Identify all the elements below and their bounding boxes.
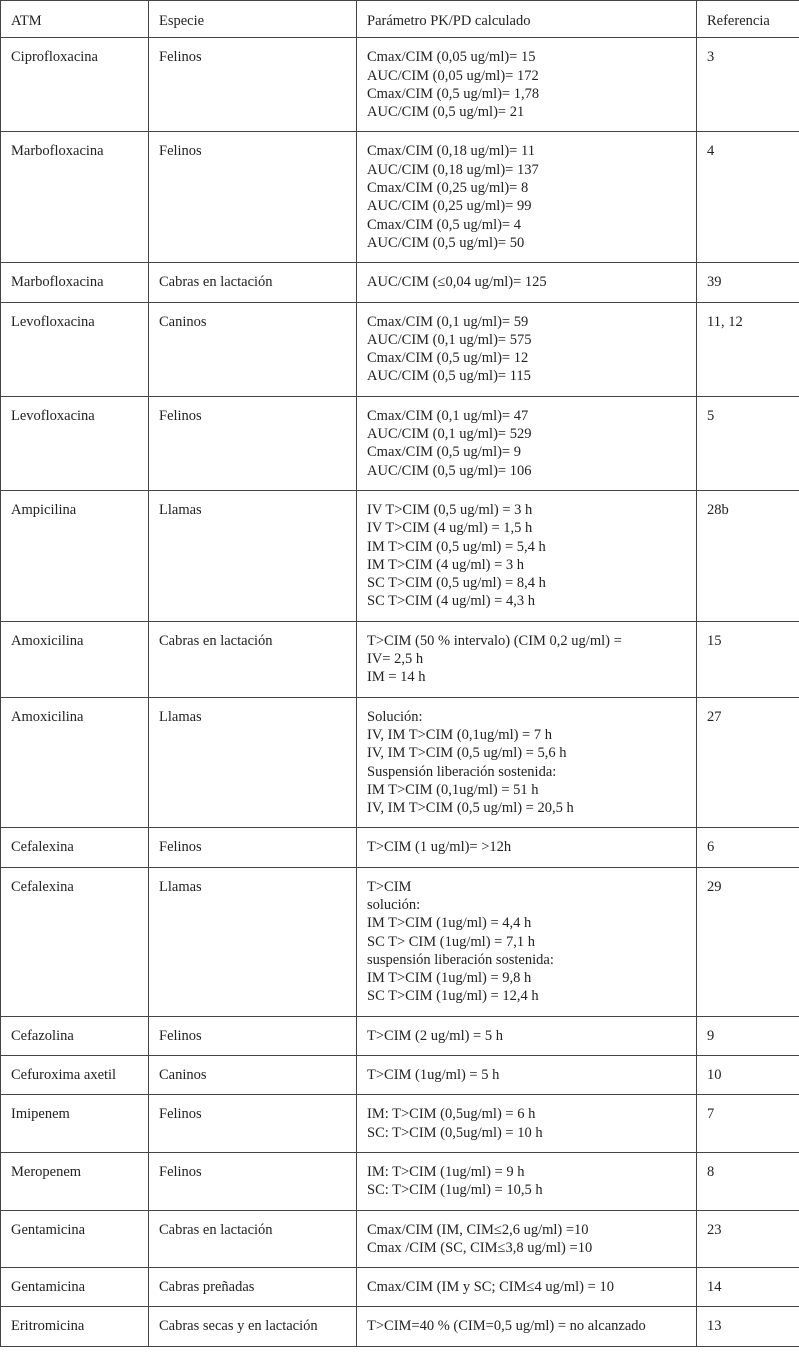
cell-parametro (357, 1095, 697, 1153)
cell-especie: Cabras secas y en lactación (149, 1307, 357, 1346)
cell-parametro (357, 1210, 697, 1268)
parametro-line: AUC/CIM (0,05 ug/ml)= 172 (367, 67, 539, 84)
cell-atm: Levofloxacina (1, 396, 149, 490)
parametro-line: Cmax/CIM (IM, CIM≤2,6 ug/ml) =10 (367, 1221, 589, 1238)
table-row (1, 1268, 799, 1307)
parametro-line: SC: T>CIM (1ug/ml) = 10,5 h (367, 1182, 543, 1199)
cell-atm: Cefazolina (1, 1016, 149, 1055)
cell-especie: Llamas (149, 867, 357, 1016)
parametro-line: AUC/CIM (0,5 ug/ml)= 115 (367, 368, 531, 385)
cell-referencia: 5 (697, 396, 799, 490)
cell-parametro (357, 1056, 697, 1095)
parametro-line: SC T>CIM (0,5 ug/ml) = 8,4 h (367, 575, 546, 592)
parametro-line: IV T>CIM (0,5 ug/ml) = 3 h (367, 501, 533, 518)
parametro-line: SC T>CIM (1ug/ml) = 12,4 h (367, 988, 539, 1005)
parametro-line: T>CIM (367, 878, 412, 895)
cell-parametro (357, 132, 697, 263)
cell-parametro (357, 697, 697, 828)
parametro-line: AUC/CIM (0,5 ug/ml)= 21 (367, 104, 525, 121)
table-row (1, 490, 799, 621)
table-row (1, 302, 799, 396)
cell-referencia: 4 (697, 132, 799, 263)
cell-referencia: 10 (697, 1056, 799, 1095)
parametro-line: T>CIM (2 ug/ml) = 5 h (367, 1027, 503, 1044)
parametro-line: Cmax/CIM (0,18 ug/ml)= 11 (367, 143, 535, 160)
cell-especie: Felinos (149, 1152, 357, 1210)
cell-atm: Amoxicilina (1, 621, 149, 697)
parametro-line: Cmax/CIM (0,5 ug/ml)= 12 (367, 350, 529, 367)
cell-atm: Cefuroxima axetil (1, 1056, 149, 1095)
parametro-line: Cmax/CIM (IM y SC; CIM≤4 ug/ml) = 10 (367, 1279, 614, 1296)
cell-parametro (357, 302, 697, 396)
cell-especie: Felinos (149, 132, 357, 263)
parametro-line: suspensión liberación sostenida: (367, 951, 554, 968)
parametro-line: IM = 14 h (367, 669, 426, 686)
cell-atm: Eritromicina (1, 1307, 149, 1346)
cell-atm: Marbofloxacina (1, 263, 149, 302)
table-row (1, 263, 799, 302)
cell-atm: Marbofloxacina (1, 132, 149, 263)
cell-referencia: 11, 12 (697, 302, 799, 396)
table-row (1, 697, 799, 828)
cell-parametro (357, 1307, 697, 1346)
cell-parametro (357, 263, 697, 302)
parametro-line: Cmax /CIM (SC, CIM≤3,8 ug/ml) =10 (367, 1239, 593, 1256)
cell-atm: Cefalexina (1, 828, 149, 867)
cell-parametro (357, 621, 697, 697)
parametro-line: IM: T>CIM (1ug/ml) = 9 h (367, 1163, 525, 1180)
cell-referencia: 14 (697, 1268, 799, 1307)
cell-especie: Llamas (149, 490, 357, 621)
parametro-line: IV, IM T>CIM (0,5 ug/ml) = 20,5 h (367, 800, 574, 817)
parametro-line: Cmax/CIM (0,1 ug/ml)= 59 (367, 313, 529, 330)
cell-especie: Cabras en lactación (149, 621, 357, 697)
cell-atm: Amoxicilina (1, 697, 149, 828)
header-referencia: Referencia (697, 1, 799, 38)
parametro-line: solución: (367, 896, 421, 913)
cell-parametro (357, 38, 697, 132)
parametro-line: AUC/CIM (≤0,04 ug/ml)= 125 (367, 274, 547, 291)
parametro-line: IV, IM T>CIM (0,1ug/ml) = 7 h (367, 726, 552, 743)
cell-especie: Felinos (149, 1016, 357, 1055)
header-row (1, 1, 799, 38)
cell-referencia: 13 (697, 1307, 799, 1346)
cell-especie: Cabras preñadas (149, 1268, 357, 1307)
cell-referencia: 9 (697, 1016, 799, 1055)
cell-referencia: 28b (697, 490, 799, 621)
parametro-line: AUC/CIM (0,5 ug/ml)= 50 (367, 234, 525, 251)
parametro-line: SC T>CIM (4 ug/ml) = 4,3 h (367, 593, 535, 610)
parametro-line: T>CIM (1 ug/ml)= >12h (367, 839, 512, 856)
cell-parametro (357, 1016, 697, 1055)
parametro-line: IM T>CIM (0,1ug/ml) = 51 h (367, 781, 539, 798)
parametro-line: IM: T>CIM (0,5ug/ml) = 6 h (367, 1106, 536, 1123)
cell-referencia: 3 (697, 38, 799, 132)
cell-especie: Cabras en lactación (149, 263, 357, 302)
parametro-line: IM T>CIM (1ug/ml) = 4,4 h (367, 915, 532, 932)
parametro-line: SC: T>CIM (0,5ug/ml) = 10 h (367, 1124, 543, 1141)
parametro-line: T>CIM (50 % intervalo) (CIM 0,2 ug/ml) = (367, 632, 622, 649)
cell-referencia: 6 (697, 828, 799, 867)
cell-atm: Cefalexina (1, 867, 149, 1016)
cell-parametro (357, 490, 697, 621)
table-row (1, 621, 799, 697)
parametro-line: Suspensión liberación sostenida: (367, 763, 557, 780)
parametro-line: Cmax/CIM (0,5 ug/ml)= 9 (367, 444, 521, 461)
parametro-line: Cmax/CIM (0,5 ug/ml)= 1,78 (367, 85, 540, 102)
parametro-line: IM T>CIM (4 ug/ml) = 3 h (367, 556, 525, 573)
parametro-line: AUC/CIM (0,5 ug/ml)= 106 (367, 462, 532, 479)
parametro-line: Cmax/CIM (0,5 ug/ml)= 4 (367, 216, 521, 233)
cell-especie: Felinos (149, 38, 357, 132)
cell-referencia: 7 (697, 1095, 799, 1153)
cell-especie: Felinos (149, 828, 357, 867)
table-row (1, 1152, 799, 1210)
cell-referencia: 8 (697, 1152, 799, 1210)
parametro-line: SC T> CIM (1ug/ml) = 7,1 h (367, 933, 535, 950)
cell-referencia: 29 (697, 867, 799, 1016)
table-row (1, 1095, 799, 1153)
parametro-line: Solución: (367, 708, 423, 725)
cell-especie: Caninos (149, 302, 357, 396)
table-body (1, 38, 799, 1346)
table-row (1, 38, 799, 132)
header-parametro: Parámetro PK/PD calculado (357, 1, 697, 38)
table-row (1, 1056, 799, 1095)
cell-especie: Caninos (149, 1056, 357, 1095)
parametro-line: AUC/CIM (0,25 ug/ml)= 99 (367, 198, 532, 215)
table-row (1, 867, 799, 1016)
cell-atm: Imipenem (1, 1095, 149, 1153)
cell-atm: Gentamicina (1, 1210, 149, 1268)
parametro-line: IV= 2,5 h (367, 651, 424, 668)
parametro-line: Cmax/CIM (0,25 ug/ml)= 8 (367, 180, 529, 197)
parametro-line: AUC/CIM (0,18 ug/ml)= 137 (367, 161, 539, 178)
parametro-line: IV T>CIM (4 ug/ml) = 1,5 h (367, 520, 533, 537)
cell-atm: Meropenem (1, 1152, 149, 1210)
cell-parametro (357, 1268, 697, 1307)
cell-parametro (357, 867, 697, 1016)
parametro-line: AUC/CIM (0,1 ug/ml)= 529 (367, 426, 532, 443)
table-row (1, 1210, 799, 1268)
parametro-line: T>CIM=40 % (CIM=0,5 ug/ml) = no alcanzado (367, 1318, 646, 1335)
cell-parametro (357, 828, 697, 867)
header-atm: ATM (1, 1, 149, 38)
table-row (1, 1016, 799, 1055)
table-row (1, 828, 799, 867)
cell-atm: Levofloxacina (1, 302, 149, 396)
cell-especie: Cabras en lactación (149, 1210, 357, 1268)
table-row (1, 132, 799, 263)
parametro-line: IM T>CIM (1ug/ml) = 9,8 h (367, 970, 532, 987)
header-especie: Especie (149, 1, 357, 38)
cell-atm: Ciprofloxacina (1, 38, 149, 132)
cell-especie: Felinos (149, 396, 357, 490)
cell-parametro (357, 1152, 697, 1210)
cell-atm: Gentamicina (1, 1268, 149, 1307)
cell-parametro (357, 396, 697, 490)
cell-referencia: 27 (697, 697, 799, 828)
table-row (1, 1307, 799, 1346)
cell-especie: Felinos (149, 1095, 357, 1153)
parametro-line: AUC/CIM (0,1 ug/ml)= 575 (367, 331, 532, 348)
parametro-line: IM T>CIM (0,5 ug/ml) = 5,4 h (367, 538, 546, 555)
parametro-line: Cmax/CIM (0,05 ug/ml)= 15 (367, 49, 536, 66)
cell-referencia: 23 (697, 1210, 799, 1268)
cell-especie: Llamas (149, 697, 357, 828)
parametro-line: T>CIM (1ug/ml) = 5 h (367, 1067, 500, 1084)
parametro-line: IV, IM T>CIM (0,5 ug/ml) = 5,6 h (367, 745, 567, 762)
cell-referencia: 15 (697, 621, 799, 697)
table-row (1, 396, 799, 490)
cell-atm: Ampicilina (1, 490, 149, 621)
parametro-line: Cmax/CIM (0,1 ug/ml)= 47 (367, 407, 529, 424)
cell-referencia: 39 (697, 263, 799, 302)
